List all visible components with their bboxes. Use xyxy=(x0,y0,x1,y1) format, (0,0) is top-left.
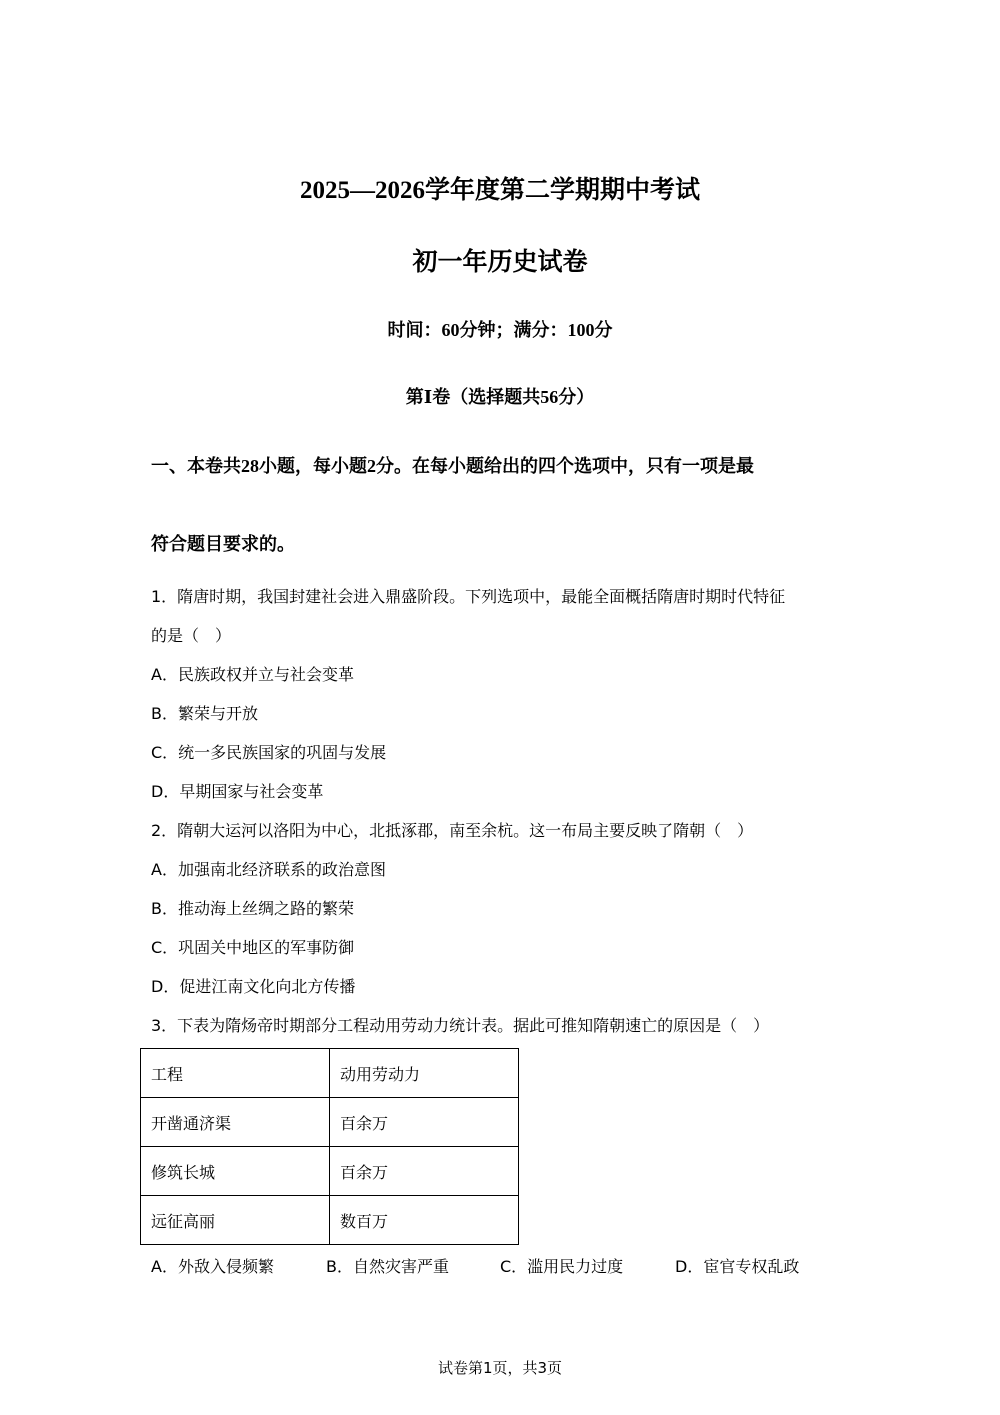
table-cell: 修筑长城 xyxy=(141,1147,330,1196)
page-footer: 试卷第1页，共3页 xyxy=(437,1359,563,1377)
instructions-line-2: 符合题目要求的。 xyxy=(151,534,295,554)
question-2-option-a: A．加强南北经济联系的政治意图 xyxy=(151,860,386,879)
question-2-option-d: D．促进江南文化向北方传播 xyxy=(151,977,356,996)
table-header-cell: 工程 xyxy=(141,1049,330,1098)
table-cell: 百余万 xyxy=(330,1147,519,1196)
table-cell: 数百万 xyxy=(330,1196,519,1245)
question-2-option-b: B．推动海上丝绸之路的繁荣 xyxy=(151,899,354,918)
question-1-option-d: D．早期国家与社会变革 xyxy=(151,782,324,801)
exam-subtitle: 初一年历史试卷 xyxy=(412,249,588,276)
question-1-stem-line-1: 1．隋唐时期，我国封建社会进入鼎盛阶段。下列选项中，最能全面概括隋唐时期时代特征 xyxy=(151,587,786,606)
question-3-option-d: D．宦官专权乱政 xyxy=(675,1257,800,1276)
question-1-option-c: C．统一多民族国家的巩固与发展 xyxy=(151,743,387,762)
table-header-row xyxy=(141,1049,519,1098)
instructions-line-1: 一、本卷共28小题，每小题2分。在每小题给出的四个选项中，只有一项是最 xyxy=(151,456,754,476)
question-3-option-c: C．滥用民力过度 xyxy=(500,1257,624,1276)
labor-statistics-table xyxy=(140,1048,519,1245)
time-info: 时间：60分钟；满分：100分 xyxy=(387,320,613,340)
question-2-option-c: C．巩固关中地区的军事防御 xyxy=(151,938,355,957)
question-1-option-a: A．民族政权并立与社会变革 xyxy=(151,665,354,684)
question-3-option-a: A．外敌入侵频繁 xyxy=(151,1257,274,1276)
question-1-stem-line-2: 的是（ ） xyxy=(151,626,232,645)
section-heading: 第Ⅰ卷（选择题共56分） xyxy=(405,387,595,407)
table-header-cell: 动用劳动力 xyxy=(330,1049,519,1098)
question-1-option-b: B．繁荣与开放 xyxy=(151,704,258,723)
table-row xyxy=(141,1196,519,1245)
question-3-stem: 3．下表为隋炀帝时期部分工程动用劳动力统计表。据此可推知隋朝速亡的原因是（ ） xyxy=(151,1016,770,1035)
question-3-option-b: B．自然灾害严重 xyxy=(326,1257,449,1276)
table-cell: 远征高丽 xyxy=(141,1196,330,1245)
table-row xyxy=(141,1147,519,1196)
question-2-stem: 2．隋朝大运河以洛阳为中心，北抵涿郡，南至余杭。这一布局主要反映了隋朝（ ） xyxy=(151,821,754,840)
table-row xyxy=(141,1098,519,1147)
table-cell: 百余万 xyxy=(330,1098,519,1147)
exam-title: 2025—2026学年度第二学期期中考试 xyxy=(299,177,700,204)
table-cell: 开凿通济渠 xyxy=(141,1098,330,1147)
